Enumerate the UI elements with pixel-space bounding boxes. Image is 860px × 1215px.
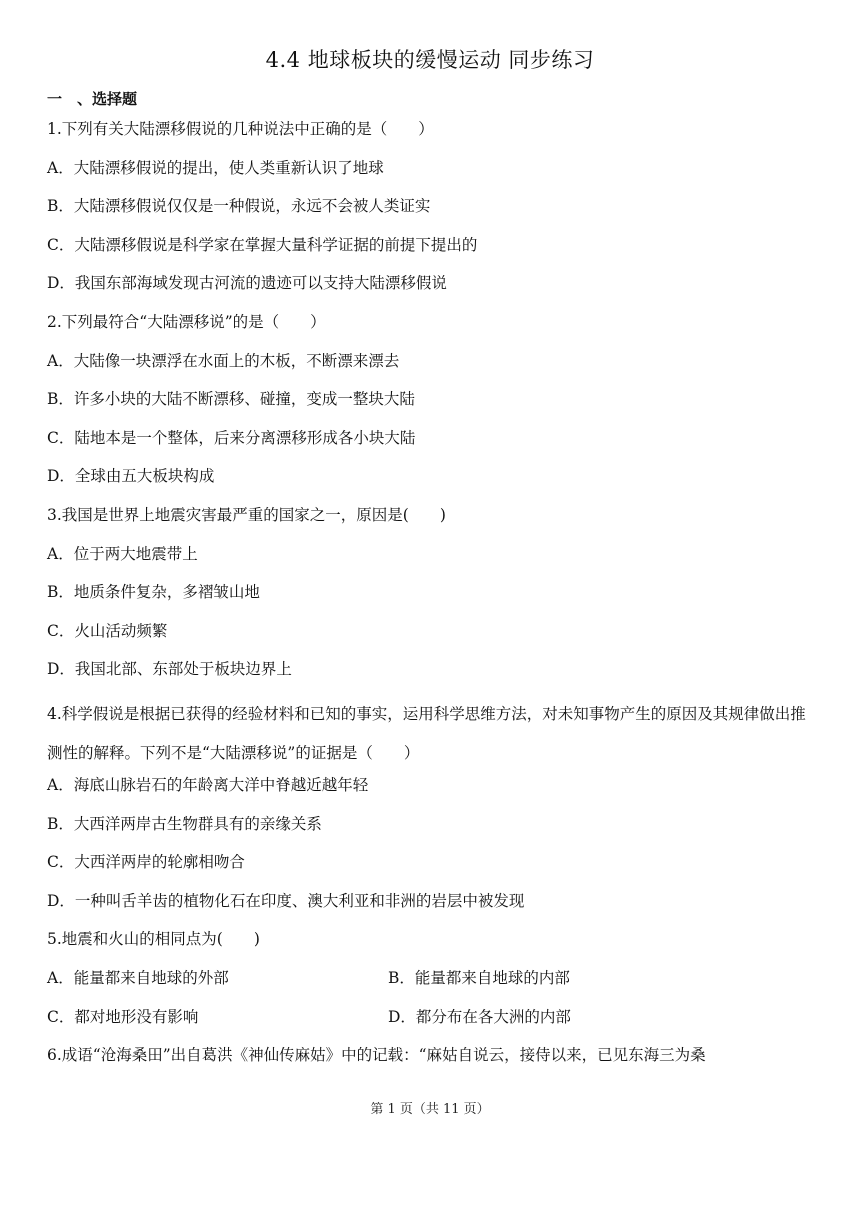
question-list [47, 116, 817, 1081]
question-stem: 2.下列最符合“大陆漂移说”的是（ ） [47, 312, 326, 331]
option-row [47, 965, 817, 1004]
option-c: C．大陆漂移假说是科学家在掌握大量科学证据的前提下提出的 [47, 235, 478, 254]
document-title: 4.4 地球板块的缓慢运动 同步练习 [265, 48, 595, 72]
question-stem: 1.下列有关大陆漂移假说的几种说法中正确的是（ ） [47, 120, 434, 138]
option-d: D．一种叫舌羊齿的植物化石在印度、澳大利亚和非洲的岩层中被发现 [47, 891, 525, 910]
option-a: A．能量都来自地球的外部 [47, 969, 229, 988]
option-c: C．都对地形没有影响 [47, 1007, 199, 1026]
question-stem: 6.成语“沧海桑田”出自葛洪《神仙传麻姑》中的记载：“麻姑自说云，接侍以来，已见东海三为桑 [47, 1046, 706, 1065]
option-c: C．大西洋两岸的轮廓相吻合 [47, 853, 245, 872]
question-stem: 5.地震和火山的相同点为( ) [47, 930, 260, 949]
section-heading: 一 、选择题 [47, 90, 138, 108]
option-row [47, 1004, 817, 1043]
option-c: C．火山活动频繁 [47, 621, 168, 640]
option-a: A．大陆像一块漂浮在水面上的木板，不断漂来漂去 [47, 351, 400, 370]
question-stem: 4.科学假说是根据已获得的经验材料和已知的事实，运用科学思维方法，对未知事物产生的原因及其规律做出推测性的解释。下列不是“大陆漂移说”的证据是（ ） [47, 704, 806, 762]
option-a: A．海底山脉岩石的年龄离大洋中脊越近越年轻 [47, 776, 369, 795]
option-b: B．大陆漂移假说仅仅是一种假说，永远不会被人类证实 [47, 197, 431, 216]
option-b: B．能量都来自地球的内部 [388, 969, 570, 988]
option-d: D．全球由五大板块构成 [47, 467, 215, 486]
option-b: B．大西洋两岸古生物群具有的亲缘关系 [47, 814, 322, 833]
option-d: D．都分布在各大洲的内部 [388, 1007, 571, 1026]
option-d: D．我国北部、东部处于板块边界上 [47, 660, 292, 679]
option-b: B．地质条件复杂，多褶皱山地 [47, 583, 260, 602]
question-stem: 3.我国是世界上地震灾害最严重的国家之一，原因是( ) [47, 505, 446, 524]
option-a: A．大陆漂移假说的提出，使人类重新认识了地球 [47, 158, 384, 177]
page-footer: 第 1 页（共 11 页） [370, 1102, 490, 1117]
option-b: B．许多小块的大陆不断漂移、碰撞，变成一整块大陆 [47, 390, 415, 409]
option-a: A．位于两大地震带上 [47, 544, 198, 563]
option-d: D．我国东部海域发现古河流的遗迹可以支持大陆漂移假说 [47, 274, 447, 293]
option-c: C．陆地本是一个整体，后来分离漂移形成各小块大陆 [47, 428, 416, 447]
